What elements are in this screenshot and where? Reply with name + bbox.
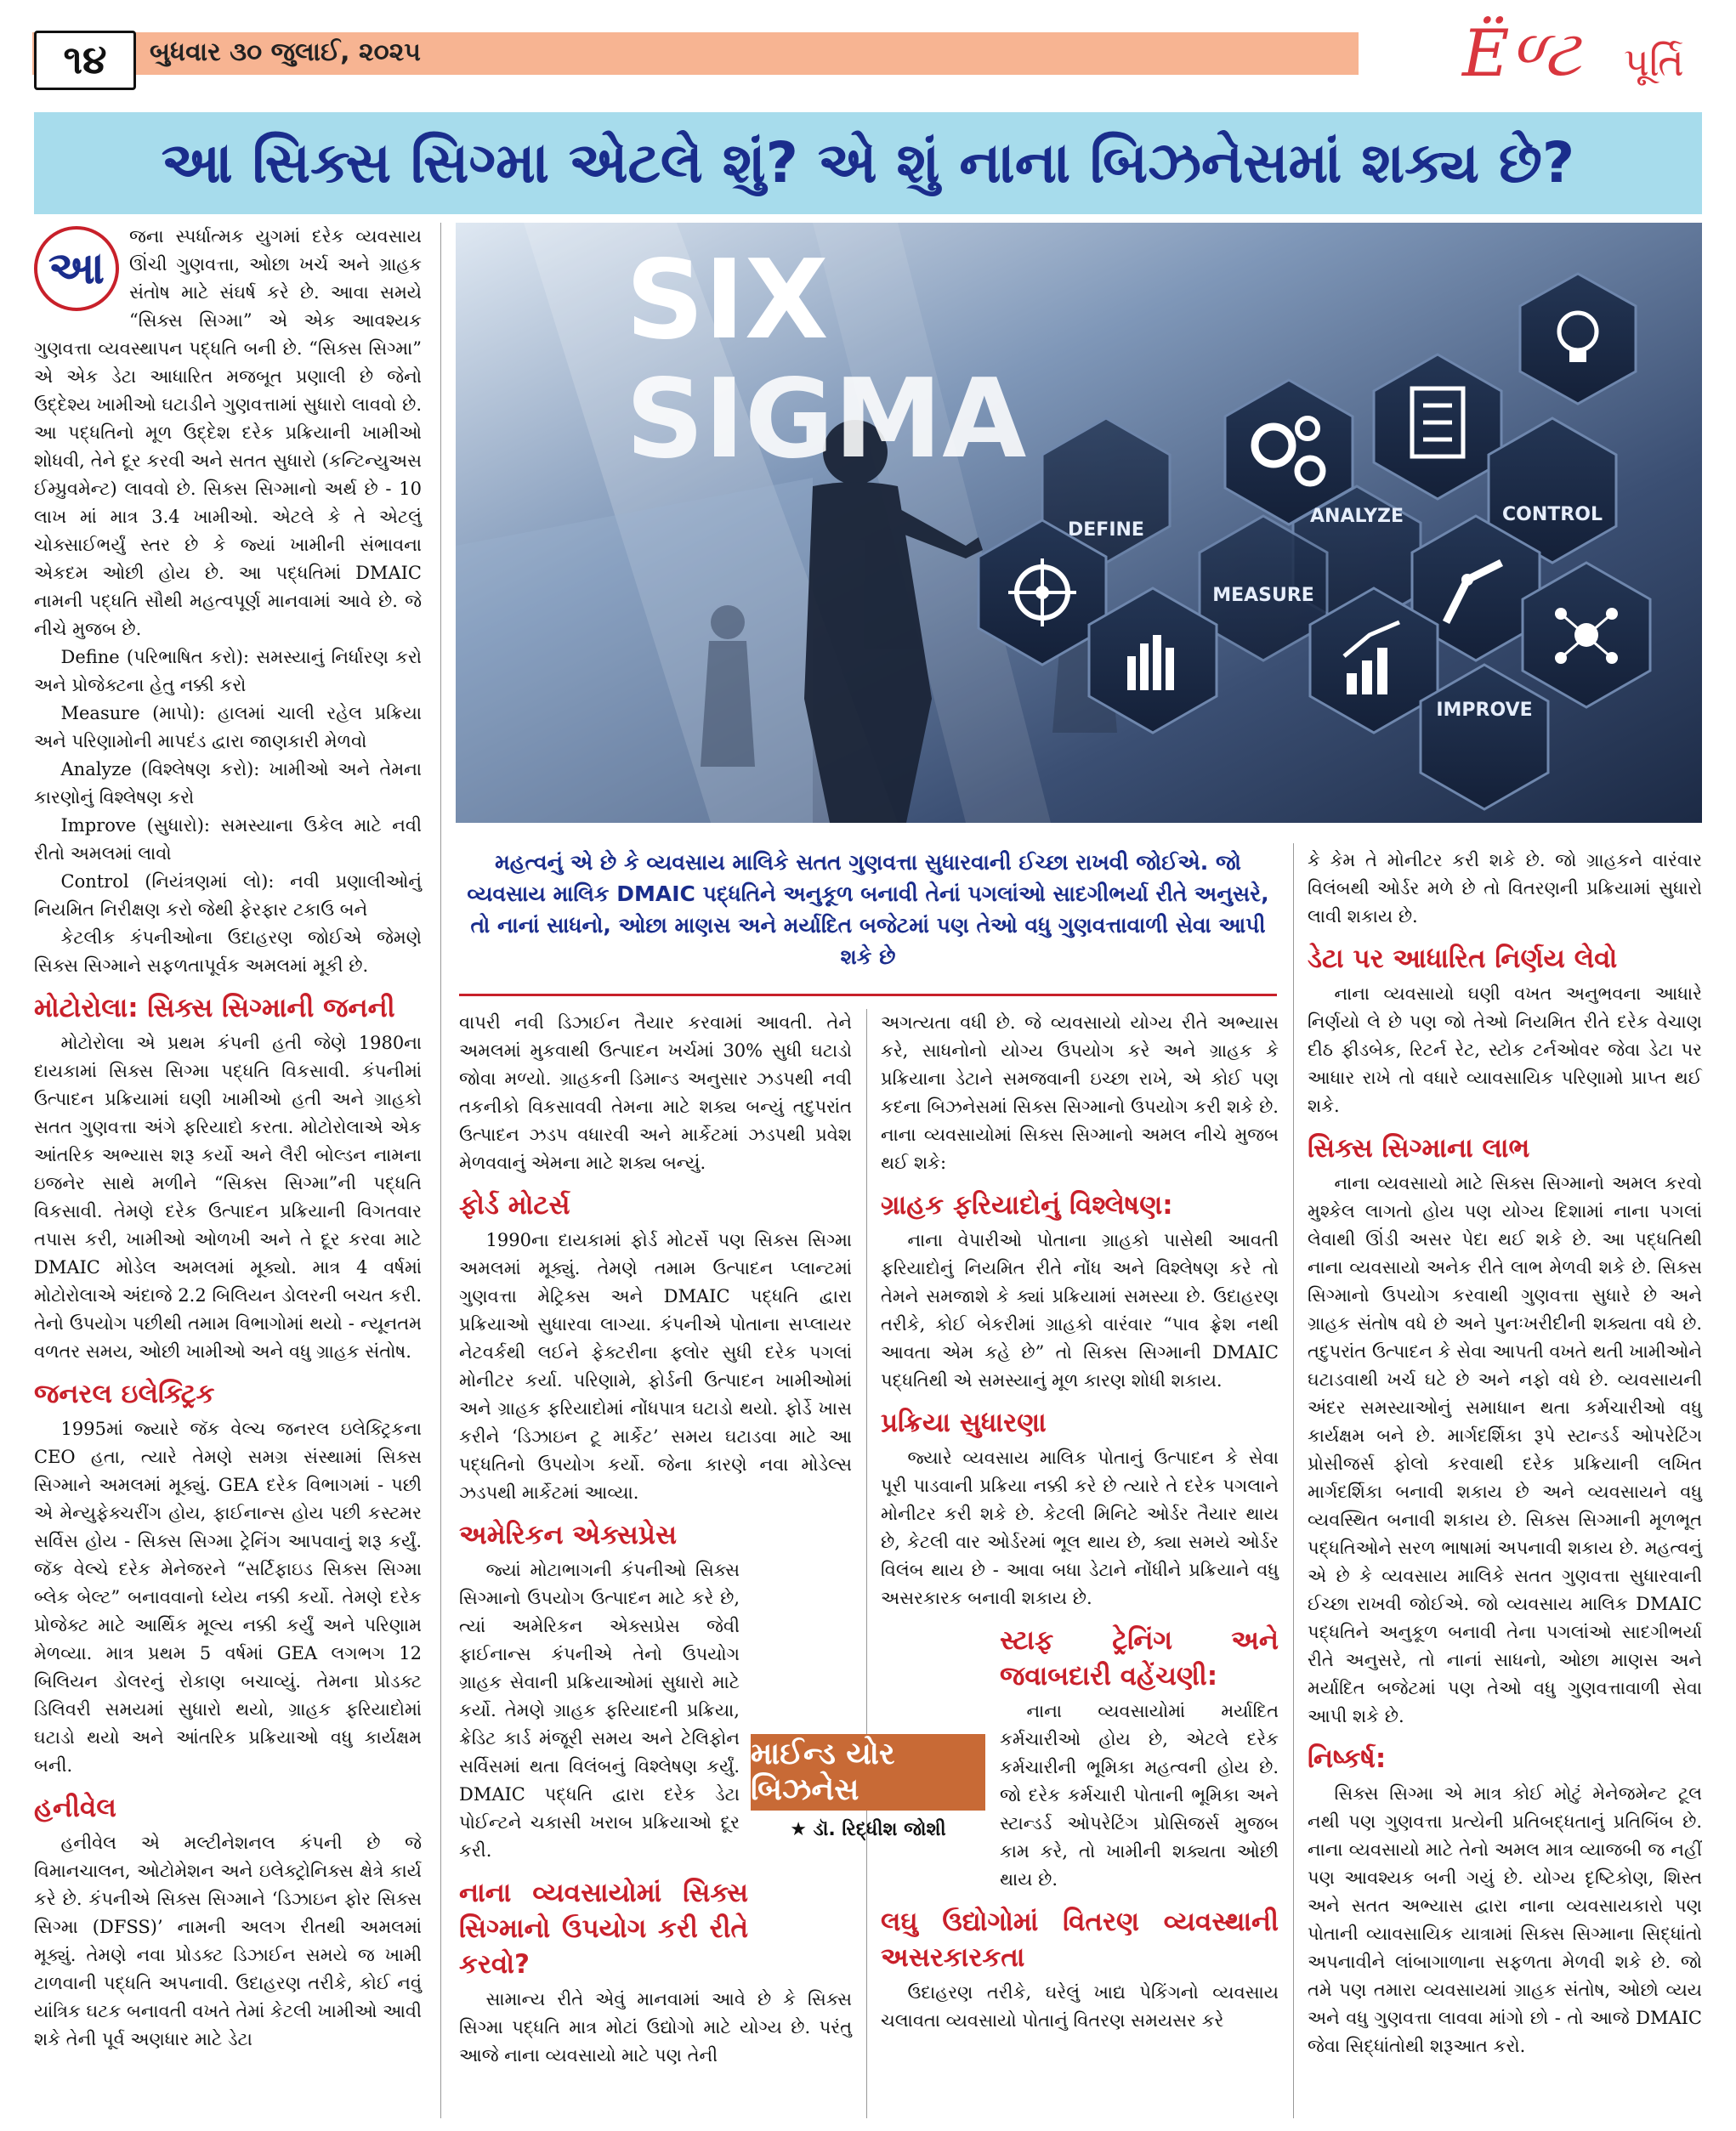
process-paragraph: જ્યારે વ્યવસાય માલિક પોતાનું ઉત્પાદન કે સેવા પૂરી પાડવાની પ્રક્રિયા નક્કી કરે છે ત્યારે તે દરેક પગલાને મોનીટર કરી શકે છે. કેટલી મિનિટે ઓર્ડર તૈયાર થાય છે, કેટલી વાર ઓર્ડરમાં ભૂલ થાય છે, ક્યા સમયે ઓર્ડર વિલંબ થાય છે - આવા બધા ડેટાને નોંધીને પ્રક્રિયાને વધુ અસરકારક બનાવી શકાય છે. — [881, 1448, 1279, 1608]
pull-quote: મહત્વનું એ છે કે વ્યવસાય માલિકે સતત ગુણવત્તા સુધારવાની ઈચ્છા રાખવી જોઈએ. જો વ્યવસાય માલિક DMAIC પદ્ધતિને અનુકૂળ બનાવી તેનાં પગલાંઓ સાદગીભર્યા રીતે અનુસરે, તો નાનાં સાધનો, ઓછા માણસ અને મર્યાદિત બજેટમાં પણ તેઓ વધુ ગુણવત્તાવાળી સેવા આપી શકે છે — [459, 843, 1277, 996]
distribution-heading: લઘુ ઉદ્યોગોમાં વિતરણ વ્યવસ્થાની અસરકારકતા — [881, 1907, 1279, 1973]
column-2 — [459, 1009, 852, 2070]
distribution-continued: કે કેમ તે મોનીટર કરી શકે છે. જો ગ્રાહકને વારંવાર વિલંબથી ઓર્ડર મળે છે તો વિતરણની પ્રક્રિયામાં સુધારો લાવી શકાય છે. — [1308, 850, 1702, 927]
companies-intro: કેટલીક કંપનીઓના ઉદાહરણ જોઈએ જેમણે સિક્સ સિગ્માને સફળતાપૂર્વક અમલમાં મૂકી છે. — [34, 927, 422, 976]
hero-title-sigma: SIGMA — [626, 356, 1027, 483]
dmaic-analyze: Analyze (વિશ્લેષણ કરો): ખામીઓ અને તેમના કારણોનું વિશ્લેષણ કરો — [34, 759, 422, 808]
page-title: આ સિક્સ સિગ્મા એટલે શું? એ શું નાના બિઝનેસમાં શક્ય છે? — [161, 129, 1575, 196]
honeywell-continued: વાપરી નવી ડિઝાઈન તૈયાર કરવામાં આવતી. તેને અમલમાં મુકવાથી ઉત્પાદન ખર્ચમાં 30% સુધી ઘટાડો જોવા મળ્યો. ગ્રાહકની ડિમાન્ડ અનુસાર ઝડપથી નવી તકનીકો વિકસાવવી તેમના માટે શક્ય બન્યું તદુપરાંત ઉત્પાદન ઝડપ વધારવી અને માર્કેટમાં ઝડપથી પ્રવેશ મેળવવાનું એમના માટે શક્ય બન્યું. — [459, 1012, 852, 1173]
column-4 — [1308, 847, 1702, 2060]
complaints-paragraph: નાના વેપારીઓ પોતાના ગ્રાહકો પાસેથી આવતી ફરિયાદોનું નિયમિત રીતે નોંધ અને વિશ્લેષણ કરે તો તેમને સમજાશે કે ક્યાં પ્રક્રિયામાં સમસ્યા છે. ઉદાહરણ તરીકે, કોઈ બેકરીમાં ગ્રાહકો વારંવાર “પાવ ફ્રેશ નથી આવતા એમ કહે છે” તો સિક્સ સિગ્માની DMAIC પદ્ધતિથી એ સમસ્યાનું મૂળ કારણ શોધી શકાય. — [881, 1230, 1279, 1391]
label-control: CONTROL — [1502, 504, 1603, 525]
small-business-paragraph: સામાન્ય રીતે એવું માનવામાં આવે છે કે સિક્સ સિગ્મા પદ્ધતિ માત્ર મોટાં ઉદ્યોગો માટે યોગ્ય છે. પરંતુ આજે નાના વ્યવસાયો માટે પણ તેની — [459, 1989, 852, 2066]
hero-title-six: SIX — [626, 237, 829, 364]
column-brand-box: માઈન્ડ યોર બિઝનેસ — [751, 1734, 985, 1811]
process-heading: પ્રક્રિયા સુધારણા — [881, 1408, 1047, 1438]
amex-heading: અમેરિકન એક્સપ્રેસ — [459, 1520, 677, 1550]
column-3 — [881, 1009, 1279, 2035]
ford-heading: ફોર્ડ મોટર્સ — [459, 1190, 570, 1221]
label-improve: IMPROVE — [1436, 700, 1533, 721]
ge-paragraph: 1995માં જ્યારે જૅક વેલ્ચ જનરલ ઇલેક્ટ્રિકના CEO હતા, ત્યારે તેમણે સમગ્ર સંસ્થામાં સિક્સ સિગ્માને અમલમાં મૂક્યું. GEA દરેક વિભાગમાં - પછી એ મેન્યુફેક્ચરીંગ હોય, ફાઈનાન્સ હોય પછી કસ્ટમર સર્વિસ હોય - સિક્સ સિગ્મા ટ્રેનિંગ આપવાનું શરૂ કર્યું. જૅક વેલ્ચે દરેક મેનેજરને “સર્ટિફાઇડ સિક્સ સિગ્મા બ્લેક બેલ્ટ” બનાવવાનો ધ્યેય નક્કી કર્યો. તેમણે દરેક પ્રોજેક્ટ માટે આર્થિક મૂલ્ય નક્કી કર્યું અને પરિણામ મેળવ્યા. માત્ર પ્રથમ 5 વર્ષમાં GEA લગભગ 12 બિલિયન ડોલરનું રોકાણ બચાવ્યું. તેમના પ્રોડક્ટ ડિલિવરી સમયમાં સુધારો થયો, ગ્રાહક ફરિયાદોમાં ઘટાડો થયો અને આંતરિક પ્રક્રિયાઓ વધુ કાર્યક્ષમ બની. — [34, 1419, 422, 1776]
benefits-heading: સિક્સ સિગ્માના લાભ — [1308, 1133, 1530, 1164]
six-sigma-illustration — [456, 223, 1702, 823]
column-divider — [440, 223, 441, 2118]
logo-subtitle: પૂર્તિ — [1624, 39, 1684, 85]
logo-script: Ëળ્ટ — [1462, 15, 1581, 91]
motorola-heading: મોટોરોલા: સિક્સ સિગ્માની જનની — [34, 993, 395, 1023]
dmaic-control: Control (નિયંત્રણમાં લો): નવી પ્રણાલીઓનું નિયમિત નિરીક્ષણ કરો જેથી ફેરફાર ટકાઉ બને — [34, 871, 422, 920]
ford-paragraph: 1990ના દાયકામાં ફોર્ડ મોટર્સે પણ સિક્સ સિગ્મા અમલમાં મૂક્યું. તેમણે તમામ ઉત્પાદન પ્લાન્ટમાં ગુણવત્તા મેટ્રિક્સ અને DMAIC પદ્ધતિ દ્વારા પ્રક્રિયાઓ સુધારવા લાગ્યા. કંપનીએ પોતાના સપ્લાયર નેટવર્કથી લઈને ફેક્ટરીના ફ્લોર સુધી દરેક પગલાં મોનીટર કર્યા. પરિણામે, ફોર્ડની ઉત્પાદન ખામીઓમાં અને ગ્રાહક ફરિયાદોમાં નોંધપાત્ર ઘટાડો થયો. ફોર્ડે ખાસ કરીને ‘ડિઝાઇન ટૂ માર્કેટ’ સમય ઘટાડવા માટે આ પદ્ધતિનો ઉપયોગ કર્યો. જેના કારણે નવા મોડેલ્સ ઝડપથી માર્કેટમાં આવ્યા. — [459, 1230, 852, 1503]
column-divider — [1293, 843, 1294, 2118]
ge-heading: જનરલ ઇલેક્ટ્રિક — [34, 1379, 215, 1409]
staff-paragraph: નાના વ્યવસાયોમાં મર્યાદિત કર્મચારીઓ હોય છે, એટલે દરેક કર્મચારીની ભૂમિકા મહત્વની હોય છે. જો દરેક કર્મચારી પોતાની ભૂમિકા અને સ્ટાન્ડર્ડ ઓપરેટિંગ પ્રોસિજર્સ મુજબ કામ કરે, તો ખામીની શક્યતા ઓછી થાય છે. — [1000, 1701, 1279, 1890]
issue-date: બુધવાર ૩૦ જુલાઈ, ૨૦૨૫ — [150, 37, 421, 67]
conclusion-heading: નિષ્કર્ષ: — [1308, 1743, 1387, 1774]
supplement-logo — [1462, 15, 1717, 100]
dmaic-define: Define (પરિભાષિત કરો): સમસ્યાનું નિર્ધારણ કરો અને પ્રોજેક્ટના હેતુ નક્કી કરો — [34, 647, 422, 695]
column-divider — [866, 1009, 867, 2118]
data-decision-heading: ડેટા પર આધારિત નિર્ણય લેવો — [1308, 944, 1618, 974]
dropcap: આ — [34, 226, 119, 311]
distribution-paragraph: ઉદાહરણ તરીકે, ઘરેલું ખાદ્ય પેકિંગનો વ્યવસાય ચલાવતા વ્યવસાયો પોતાનું વિતરણ સમયસર કરે — [881, 1982, 1279, 2031]
label-define: DEFINE — [1068, 519, 1144, 541]
amex-paragraph: જ્યાં મોટાભાગની કંપનીઓ સિક્સ સિગ્માનો ઉપયોગ ઉત્પાદન માટે કરે છે, ત્યાં અમેરિકન એક્સપ્રેસ જેવી ફાઈનાન્સ કંપનીએ તેનો ઉપયોગ ગ્રાહક સેવાની પ્રક્રિયાઓમાં સુધારો માટે કર્યો. તેમણે ગ્રાહક ફરિયાદની પ્રક્રિયા, ક્રેડિટ કાર્ડ મંજૂરી સમય અને ટેલિફોન સર્વિસમાં થતા વિલંબનું વિશ્લેષણ કર્યું. DMAIC પદ્ધતિ દ્વારા દરેક ડેટા પોઈન્ટને ચકાસી ખરાબ પ્રક્રિયાઓ દૂર કરી. — [459, 1560, 740, 1861]
page-number: ૧૪ — [34, 31, 136, 90]
motorola-paragraph: મોટોરોલા એ પ્રથમ કંપની હતી જેણે 1980ના દાયકામાં સિક્સ સિગ્મા પદ્ધતિ વિકસાવી. કંપનીમાં ઉત્પાદન પ્રક્રિયામાં ઘણી ખામીઓ હતી અને ગ્રાહકો સતત ગુણવત્તા અંગે ફરિયાદો કરતા. મોટોરોલાએ એક આંતરિક અભ્યાસ શરૂ કર્યો અને લૈરી બોલ્ડન નામના ઇજનેર સાથે મળીને “સિક્સ સિગ્મા”ની પદ્ધતિ વિકસાવી. તેમણે દરેક ઉત્પાદન પ્રક્રિયાની વિગતવાર તપાસ કરી, ખામીઓ ઓળખી અને તે દૂર કરવા માટે DMAIC મોડેલ અમલમાં મૂક્યો. માત્ર 4 વર્ષમાં મોટોરોલાએ અંદાજે 2.2 બિલિયન ડોલરની બચત કરી. તેનો ઉપયોગ પછીથી તમામ વિભાગોમાં થયો - ન્યૂનતમ વળતર સમય, ઓછી ખામીઓ અને વધુ ગ્રાહક સંતોષ. — [34, 1033, 422, 1362]
honeywell-heading: હનીવેલ — [34, 1793, 116, 1823]
label-analyze: ANALYZE — [1310, 506, 1404, 527]
hero-svg — [456, 223, 1702, 823]
benefits-paragraph: નાના વ્યવસાયો માટે સિક્સ સિગ્માનો અમલ કરવો મુશ્કેલ લાગતો હોય પણ યોગ્ય દિશામાં નાના પગલાં લેવાથી ઊંડી અસર પેદા થઈ શકે છે. આ પદ્ધતિથી નાના વ્યવસાયો અનેક રીતે લાભ મેળવી શકે છે. સિક્સ સિગ્માનો ઉપયોગ કરવાથી ગુણવત્તા સુધારે છે અને ગ્રાહક સંતોષ વધે છે અને પુનઃખરીદીની શક્યતા વધે છે. તદુપરાંત ઉત્પાદન કે સેવા આપતી વખતે થતી ખામીઓને ઘટાડવાથી ખર્ચ ઘટે છે અને નફો વધે છે. વ્યવસાયની અંદર સમસ્યાઓનું સમાધાન થતા કર્મચારીઓ વધુ કાર્યક્ષમ બને છે. માર્ગદર્શિકા રૂપે સ્ટાન્ડર્ડ ઓપરેટિંગ પ્રોસીજર્સ ફોલો કરવાથી દરેક પ્રક્રિયાની લખિત માર્ગદર્શિકા બનાવી શકાય છે અને વ્યવસાયને વધુ વ્યવસ્થિત બનાવી શકાય છે. સિક્સ સિગ્માની મૂળભૂત પદ્ધતિઓને સરળ ભાષામાં અપનાવી શકાય છે. મહત્વનું એ છે કે વ્યવસાય માલિકે સતત ગુણવત્તા સુધારવાની ઈચ્છા રાખવી જોઈએ. જો વ્યવસાય માલિક DMAIC પદ્ધતિને અનુકૂળ બનાવી તેના પગલાંઓ સાદગીભર્યા રીતે અનુસરે, તો નાનાં સાધનો, ઓછા માણસ અને મર્યાદિત બજેટમાં પણ તેઓ વધુ ગુણવત્તાવાળી સેવા આપી શકે છે. — [1308, 1173, 1702, 1726]
conclusion-paragraph: સિક્સ સિગ્મા એ માત્ર કોઈ મોટું મેનેજમેન્ટ ટૂલ નથી પણ ગુણવત્તા પ્રત્યેની પ્રતિબદ્ધતાનું પ્રતિબિંબ છે. નાના વ્યવસાયો માટે તેનો અમલ માત્ર વ્યાજબી જ નહીં પણ આવશ્યક બની ગયું છે. યોગ્ય દૃષ્ટિકોણ, શિસ્ત અને સતત અભ્યાસ દ્વારા નાના વ્યવસાયકારો પણ પોતાની વ્યાવસાયિક યાત્રામાં સિક્સ સિગ્માના સિદ્ધાંતો અપનાવીને લાંબાગાળાના સફળતા મેળવી શકે છે. જો તમે પણ તમારા વ્યવસાયમાં ગ્રાહક સંતોષ, ઓછો વ્યય અને વધુ ગુણવત્તા લાવવા માંગો છો - તો આજે DMAIC જેવા સિદ્ધાંતોથી શરૂઆત કરો. — [1308, 1783, 1702, 2056]
dmaic-improve: Improve (સુધારો): સમસ્યાના ઉકેલ માટે નવી રીતો અમલમાં લાવો — [34, 815, 422, 864]
column-1 — [34, 223, 422, 2054]
dmaic-list — [34, 643, 422, 924]
small-business-continued: અગત્યતા વધી છે. જે વ્યવસાયો યોગ્ય રીતે અભ્યાસ કરે, સાધનોનો યોગ્ય ઉપયોગ કરે અને ગ્રાહક કે પ્રક્રિયાના ડેટાને સમજવાની ઇચ્છા રાખે, એ કોઈ પણ કદના બિઝનેસમાં સિક્સ સિગ્માનો ઉપયોગ કરી શકે છે. નાના વ્યવસાયોમાં સિક્સ સિગ્માનો અમલ નીચે મુજબ થઈ શકે: — [881, 1012, 1279, 1173]
intro-paragraph: જના સ્પર્ધાત્મક યુગમાં દરેક વ્યવસાય ઊંચી ગુણવત્તા, ઓછા ખર્ચ અને ગ્રાહક સંતોષ માટે સંઘર્ષ કરે છે. આવા સમયે “સિક્સ સિગ્મા” એ એક આવશ્યક ગુણવત્તા વ્યવસ્થાપન પદ્ધતિ બની છે. “સિક્સ સિગ્મા” એ એક ડેટા આધારિત મજબૂત પ્રણાલી છે જેનો ઉદ્દેશ્ય ખામીઓ ઘટાડીને ગુણવત્તામાં સુધારો લાવવો છે. આ પદ્ધતિનો મૂળ ઉદ્દેશ દરેક પ્રક્રિયાની ખામીઓ શોધવી, તેને દૂર કરવી અને સતત સુધારો (કન્ટિન્યુઅસ ઈમ્પ્રુવમેન્ટ) લાવવો છે. સિક્સ સિગ્માનો અર્થ છે - 10 લાખ માં માત્ર 3.4 ખામીઓ. એટલે કે તે એટલું ચોક્સાઈભર્યું સ્તર છે કે જ્યાં ખામીની સંભાવના એકદમ ઓછી હોય છે. આ પદ્ધતિમાં DMAIC નામની પદ્ધતિ સૌથી મહત્વપૂર્ણ માનવામાં આવે છે. જે નીચે મુજબ છે. — [34, 226, 422, 639]
honeywell-paragraph: હનીવેલ એ મલ્ટીનેશનલ કંપની છે જે વિમાનચાલન, ઓટોમેશન અને ઇલેક્ટ્રોનિક્સ ક્ષેત્રે કાર્ય કરે છે. કંપનીએ સિક્સ સિગ્માને ‘ડિઝાઇન ફોર સિક્સ સિગ્મા (DFSS)’ નામની અલગ રીતથી અમલમાં મૂક્યું. તેમણે નવા પ્રોડક્ટ ડિઝાઈન સમયે જ ખામી ટાળવાની પદ્ધતિ અપનાવી. ઉદાહરણ તરીકે, કોઈ નવું યાંત્રિક ઘટક બનાવતી વખતે તેમાં કેટલી ખામીઓ આવી શકે તેની પૂર્વ અણધાર માટે ડેટા — [34, 1833, 422, 2049]
label-measure: MEASURE — [1212, 585, 1314, 606]
complaints-heading: ગ્રાહક ફરિયાદોનું વિશ્લેષણ: — [881, 1190, 1173, 1221]
small-business-heading: નાના વ્યવસાયોમાં સિક્સ સિગ્માનો ઉપયોગ કરી રીતે કરવો? — [459, 1878, 748, 1980]
author-byline: ★ ડૉ. રિદ્ધીશ જોશી — [790, 1818, 946, 1840]
dmaic-measure: Measure (માપો): હાલમાં ચાલી રહેલ પ્રક્રિયા અને પરિણામોની માપદંડ દ્વારા જાણકારી મેળવો — [34, 703, 422, 751]
data-decision-paragraph: નાના વ્યવસાયો ઘણી વખત અનુભવના આધારે નિર્ણયો લે છે પણ જો તેઓ નિયમિત રીતે દરેક વેચાણ દીઠ ફીડબેક, રિટર્ન રેટ, સ્ટોક ટર્નઓવર જેવા ડેટા પર આધાર રાખે તો વધારે વ્યાવસાયિક પરિણામો પ્રાપ્ત થઈ શકે. — [1308, 983, 1702, 1116]
staff-heading: સ્ટાફ ટ્રેનિંગ અને જવાબદારી વહેંચણી: — [1000, 1625, 1279, 1692]
